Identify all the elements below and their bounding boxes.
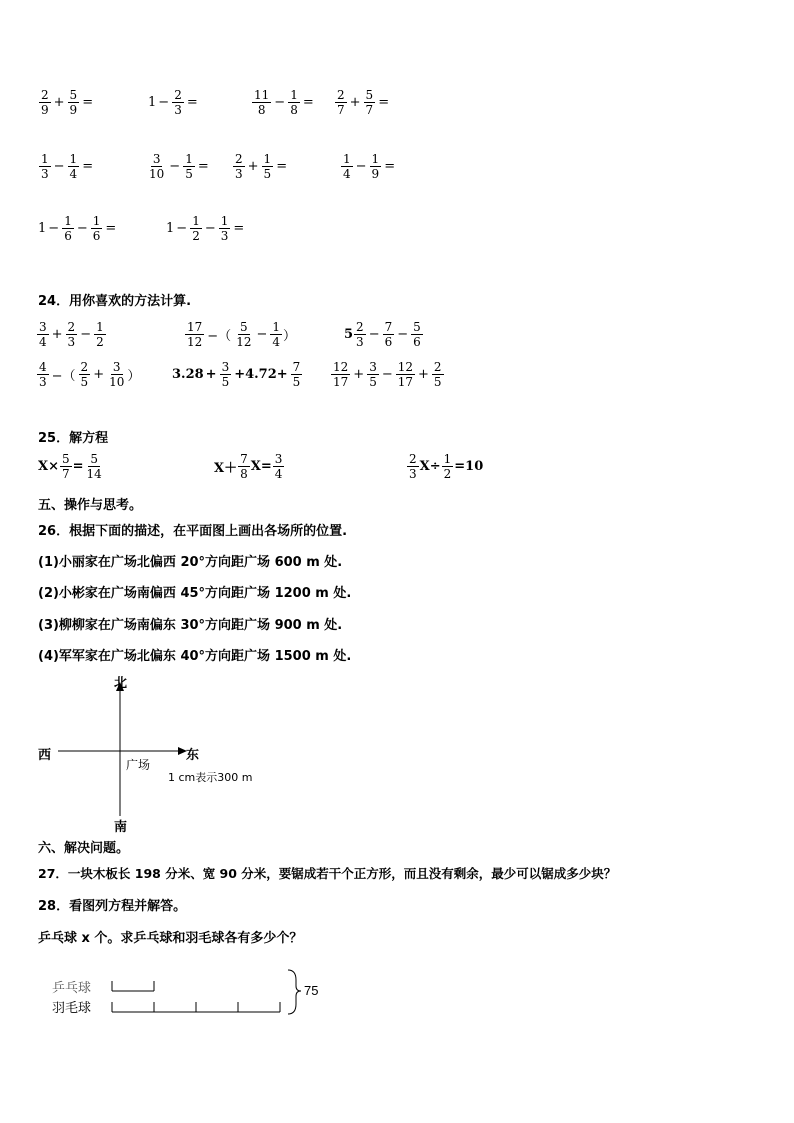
- q25-eq-3: $\frac{2}{3}$ X÷ $\frac{1}{2}$ =10: [409, 452, 484, 481]
- q28-title: 28．看图列方程并解答。: [38, 899, 187, 914]
- arith-r1-2: 1 − $\frac{2}{3}$ =: [148, 88, 198, 117]
- pingpong-bar: [112, 981, 154, 991]
- map-center-label: 广场: [126, 758, 151, 772]
- map-south-label: 南: [114, 820, 128, 835]
- map-west-label: 西: [38, 748, 52, 763]
- arith-r1-1: $\frac{2}{9}$ + $\frac{5}{9}$ =: [41, 88, 94, 117]
- map-scale-label: 1 cm表示300 m: [168, 771, 253, 784]
- q24-expr-4: $\frac{4}{3}$ −（ $\frac{2}{5}$ + $\frac{3}{10}$ ）: [39, 360, 141, 389]
- q24-expr-1: $\frac{3}{4}$ + $\frac{2}{3}$ − $\frac{1}{2}$: [39, 320, 104, 349]
- q25-eq-1: X× $\frac{5}{7}$ = $\frac{5}{14}$: [38, 452, 102, 481]
- q26-item-1: (1)小丽家在广场北偏西 20°方向距广场 600 m 处.: [38, 555, 343, 570]
- arith-r2-1: $\frac{1}{3}$ − $\frac{1}{4}$ =: [41, 152, 94, 181]
- q25-eq-2: X＋ $\frac{7}{8}$ X= $\frac{3}{4}$: [214, 452, 283, 481]
- q27-text: 27．一块木板长 198 分米、宽 90 分米，要锯成若干个正方形，而且没有剩余，最少可以锯成多少块？: [38, 866, 617, 881]
- section-6-heading: 六、解决问题。: [38, 841, 130, 856]
- arith-r3-1: 1 − $\frac{1}{6}$ − $\frac{1}{6}$ =: [38, 214, 117, 243]
- q26-item-3: (3)柳柳家在广场南偏东 30°方向距广场 900 m 处.: [38, 618, 343, 633]
- section-5-heading: 五、操作与思考。: [38, 498, 143, 513]
- q26-title: 26．根据下面的描述，在平面图上画出各场所的位置.: [38, 524, 348, 539]
- q28-text: 乒乓球 x 个。求乒乓球和羽毛球各有多少个？: [38, 931, 303, 946]
- badminton-bar: [112, 1002, 280, 1012]
- q24-title: 24．用你喜欢的方法计算.: [38, 294, 192, 309]
- map-north-label: 北: [114, 676, 128, 691]
- brace-icon: [288, 970, 301, 1014]
- map-east-label: 东: [186, 748, 200, 763]
- arith-r3-2: 1 − $\frac{1}{2}$ − $\frac{1}{3}$ =: [166, 214, 245, 243]
- arith-r2-3: $\frac{2}{3}$ + $\frac{1}{5}$ =: [235, 152, 288, 181]
- arith-r2-4: $\frac{1}{4}$ − $\frac{1}{9}$ =: [343, 152, 396, 181]
- badminton-label: 羽毛球: [52, 1001, 92, 1016]
- arith-r1-4: $\frac{2}{7}$ + $\frac{5}{7}$ =: [337, 88, 390, 117]
- q26-item-2: (2)小彬家在广场南偏西 45°方向距广场 1200 m 处.: [38, 586, 352, 601]
- arith-r1-3: $\frac{11}{8}$ − $\frac{1}{8}$ =: [254, 88, 314, 117]
- q26-item-4: (4)军军家在广场北偏东 40°方向距广场 1500 m 处.: [38, 649, 352, 664]
- total-label: 75: [304, 983, 319, 998]
- q25-title: 25．解方程: [38, 431, 109, 446]
- arith-r2-2: $\frac{3}{10}$ − $\frac{1}{5}$ =: [149, 152, 209, 181]
- pingpong-label: 乒乓球: [52, 981, 92, 996]
- q24-expr-6: $\frac{12}{17}$ + $\frac{3}{5}$ − $\frac{12}{17}$ + $\frac{2}{5}$: [333, 360, 442, 389]
- q24-expr-3: 5 $\frac{2}{3}$ − $\frac{7}{6}$ − $\frac{5}{6}$: [344, 320, 421, 349]
- q24-expr-5: 3.28 + $\frac{3}{5}$ +4.72+ $\frac{7}{5}$: [172, 360, 301, 389]
- q24-expr-2: $\frac{17}{12}$ −（ $\frac{5}{12}$ − $\frac{1}{4}$ ）: [187, 320, 297, 349]
